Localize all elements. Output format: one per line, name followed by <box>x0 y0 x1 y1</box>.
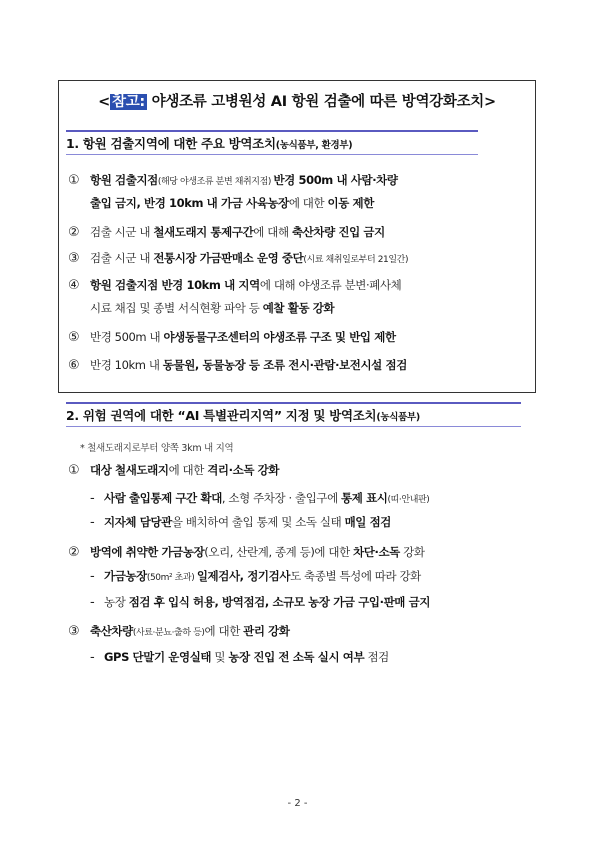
bold-text: 항원 검출지점 반경 10km 내 지역 <box>90 278 260 292</box>
item-text: 시료 채집 및 종별 서식현황 파악 등 <box>90 301 263 315</box>
bold-text: 철새도래지 통제구간 <box>153 225 254 239</box>
bold-text: 반경 500m 내 사람·차량 <box>273 173 398 187</box>
section2-list-item <box>68 621 538 644</box>
item-number: ① <box>68 173 80 188</box>
item-number: ③ <box>68 251 80 266</box>
item-number: ⑤ <box>68 330 80 345</box>
section2-top-rule <box>66 402 521 404</box>
section1-top-rule <box>66 130 478 132</box>
item-text: (오리, 산란계, 종계 등)에 대한 <box>204 545 354 559</box>
item-text: , 소형 주차장 · 출입구에 <box>221 491 342 505</box>
bold-text: 출입 금지, 반경 10km 내 가금 사육농장 <box>90 196 289 210</box>
item-text: 검출 시군 내 <box>90 225 154 239</box>
reference-tag: 참고: <box>111 94 145 110</box>
bold-text: 차단·소독 <box>353 545 400 559</box>
bold-text: 점검 후 입식 허용, 방역점검, 소규모 농장 가금 구입·판매 금지 <box>128 595 431 609</box>
item-number: ① <box>68 463 80 478</box>
item-text: 및 <box>211 650 229 664</box>
item-text: 에 대한 <box>168 463 208 477</box>
bold-text: 가금농장 <box>104 569 147 583</box>
bold-text: 일제검사, 정기검사 <box>196 569 291 583</box>
bold-text: GPS 단말기 운영실태 <box>104 650 212 664</box>
section2-list-item <box>90 647 560 668</box>
bold-text: 사람 출입통제 구간 확대 <box>104 491 222 505</box>
section1-list-item <box>68 170 538 193</box>
item-text: (해당 야생조류 분변 채취지점) <box>157 177 274 187</box>
bold-text: 지자체 담당관 <box>104 515 172 529</box>
section2-list-item <box>68 542 538 563</box>
section2-list-item <box>90 566 560 589</box>
item-number: - <box>90 491 95 506</box>
section1-heading-text: 1. 항원 검출지역에 대한 주요 방역조치 <box>66 136 276 151</box>
bold-text: 매일 점검 <box>344 515 392 529</box>
section1-list-item <box>68 355 538 376</box>
page-number: - 2 - <box>287 798 308 809</box>
bold-text: 축산차량 진입 금지 <box>291 225 385 239</box>
item-text: (50m² 초과) <box>146 573 197 583</box>
item-text: 반경 500m 내 <box>90 330 164 344</box>
item-text: 에 대한 <box>204 624 244 638</box>
item-number: - <box>90 569 95 584</box>
section1-heading-note: (농식품부, 환경부) <box>275 140 353 151</box>
section1-list-item <box>68 327 538 348</box>
section2-list-item <box>68 460 538 481</box>
item-text: 농장 <box>104 595 129 609</box>
item-text: (띠·안내판) <box>387 495 430 505</box>
bold-text: 예찰 활동 강화 <box>262 301 335 315</box>
bold-text: 격리·소독 강화 <box>207 463 280 477</box>
section1-list-item <box>90 193 560 214</box>
section2-note: * 철새도래지로부터 양쪽 3km 내 지역 <box>80 443 234 454</box>
section1-list-item <box>68 275 538 296</box>
section1-heading <box>66 134 512 155</box>
bold-text: 동물원, 동물농장 등 조류 전시·관람·보전시설 점검 <box>162 358 407 372</box>
item-text: 강화 <box>399 545 425 559</box>
item-number: - <box>90 650 95 665</box>
bold-text: 야생동물구조센터의 야생조류 구조 및 반입 제한 <box>163 330 396 344</box>
item-number: ② <box>68 545 80 560</box>
item-number: ④ <box>68 278 80 293</box>
item-number: - <box>90 595 95 610</box>
section2-heading-text: 2. 위험 권역에 대한 “AI 특별관리지역” 지정 및 방역조치 <box>66 408 377 423</box>
section2-bottom-rule <box>66 426 521 427</box>
item-text: 검출 시군 내 <box>90 251 154 265</box>
item-text: 도 축종별 특성에 따라 강화 <box>290 569 421 583</box>
section2-list-item <box>90 488 560 511</box>
item-text: 에 대해 야생조류 분변·폐사체 <box>259 278 402 292</box>
page-title: < 참고: 야생조류 고병원성 AI 항원 검출에 따른 방역강화조치> <box>98 94 496 110</box>
item-text: 을 배치하여 출입 통제 및 소독 실태 <box>171 515 345 529</box>
bold-text: 통제 표시 <box>341 491 388 505</box>
item-text: (사료·분뇨·출하 등) <box>132 628 205 638</box>
item-number: ③ <box>68 624 80 639</box>
section2-heading <box>66 406 512 427</box>
bold-text: 농장 진입 전 소독 실시 여부 <box>228 650 365 664</box>
bold-text: 축산차량 <box>90 624 133 638</box>
item-number: ⑥ <box>68 358 80 373</box>
bold-text: 항원 검출지점 <box>90 173 158 187</box>
section2-list-item <box>90 512 560 533</box>
bold-text: 대상 철새도래지 <box>90 463 169 477</box>
item-text: 에 대해 <box>253 225 292 239</box>
title-text: 야생조류 고병원성 AI 항원 검출에 따른 방역강화조치 <box>146 94 485 110</box>
section1-bottom-rule <box>66 154 478 155</box>
item-text: (시료 채취일로부터 21일간) <box>303 255 409 265</box>
section1-list-item <box>90 298 560 319</box>
bold-text: 전통시장 가금판매소 운영 중단 <box>153 251 304 265</box>
section2-heading-note: (농식품부) <box>376 412 420 423</box>
item-text: 반경 10km 내 <box>90 358 163 372</box>
item-text: 점검 <box>364 650 389 664</box>
item-number: - <box>90 515 95 530</box>
section1-list-item <box>68 222 538 243</box>
item-number: ② <box>68 225 80 240</box>
bold-text: 이동 제한 <box>327 196 374 210</box>
section2-list-item <box>90 592 560 613</box>
section1-list-item <box>68 248 538 271</box>
bold-text: 방역에 취약한 가금농장 <box>90 545 205 559</box>
item-text: 에 대한 <box>288 196 328 210</box>
bold-text: 관리 강화 <box>243 624 290 638</box>
